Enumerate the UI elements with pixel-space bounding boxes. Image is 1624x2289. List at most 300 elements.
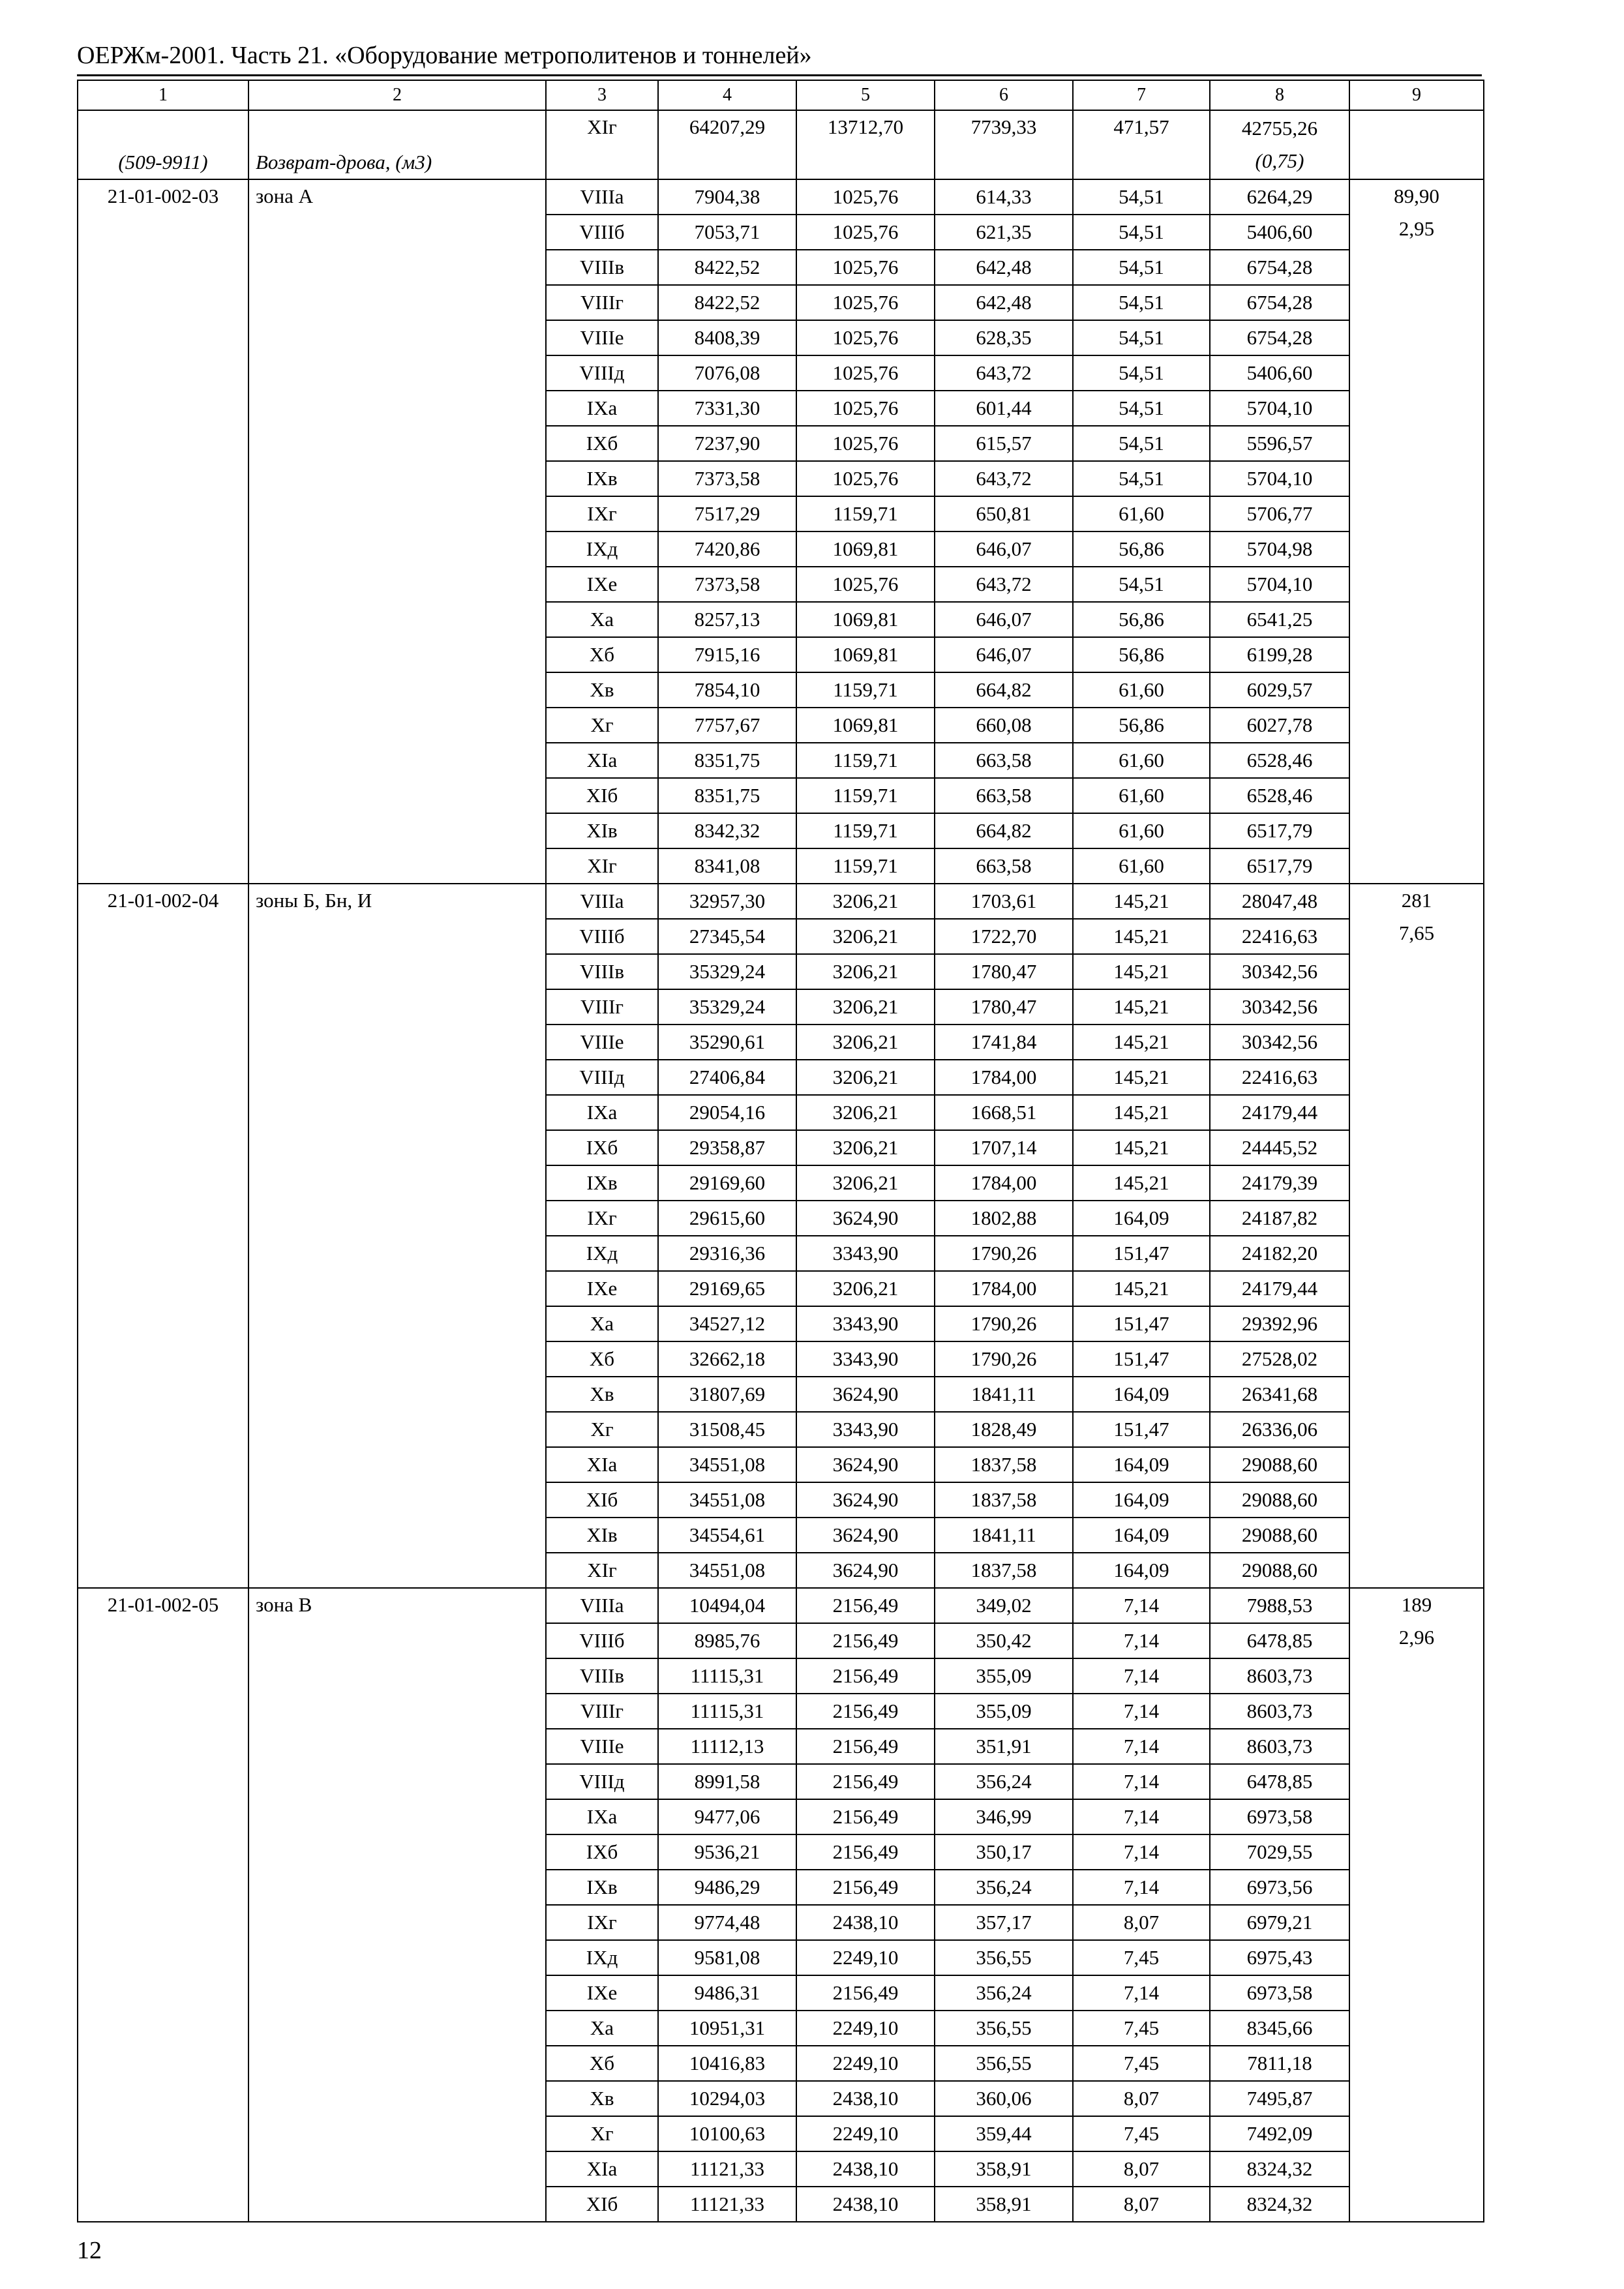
col5-cell: 3206,21 [796,884,935,919]
col5-cell: 2156,49 [796,1623,935,1658]
col8-cell: 27528,02 [1210,1341,1349,1377]
resource-col6: 7739,33 [935,110,1073,179]
col8-cell: 24187,82 [1210,1201,1349,1236]
col6-cell: 350,42 [935,1623,1073,1658]
column-number: 3 [546,80,658,110]
col7-cell: 145,21 [1073,1025,1210,1060]
col7-cell: 54,51 [1073,461,1210,496]
col5-cell: 1159,71 [796,778,935,813]
zone-cell: VIIIе [546,320,658,355]
col5-cell: 2249,10 [796,2011,935,2046]
col4-cell: 8422,52 [658,250,796,285]
col5-cell: 1069,81 [796,708,935,743]
col5-cell: 1069,81 [796,637,935,672]
col4-cell: 7076,08 [658,355,796,391]
col4-cell: 7053,71 [658,215,796,250]
col9-top-value: 281 [1401,889,1432,912]
col4-cell: 29169,65 [658,1271,796,1306]
col6-cell: 1668,51 [935,1095,1073,1130]
col5-cell: 2249,10 [796,2046,935,2081]
col6-cell: 351,91 [935,1729,1073,1764]
col8-cell: 6528,46 [1210,778,1349,813]
col4-cell: 11121,33 [658,2187,796,2222]
col7-cell: 151,47 [1073,1341,1210,1377]
col8-cell: 29088,60 [1210,1518,1349,1553]
col7-cell: 7,45 [1073,2046,1210,2081]
col7-cell: 145,21 [1073,1130,1210,1165]
col7-cell: 61,60 [1073,848,1210,884]
col4-cell: 7904,38 [658,179,796,215]
col6-cell: 615,57 [935,426,1073,461]
col4-cell: 11121,33 [658,2151,796,2187]
resource-row [78,110,1484,179]
zone-cell: IXе [546,567,658,602]
col5-cell: 2438,10 [796,2187,935,2222]
zone-cell: VIIIд [546,1060,658,1095]
zone-cell: XIа [546,1447,658,1482]
col5-cell: 3206,21 [796,919,935,954]
zone-cell: IXб [546,1834,658,1870]
zone-cell: Xг [546,1412,658,1447]
col5-cell: 2156,49 [796,1834,935,1870]
col8-cell: 6517,79 [1210,813,1349,848]
zone-cell: IXв [546,461,658,496]
col6-cell: 628,35 [935,320,1073,355]
col4-cell: 8985,76 [658,1623,796,1658]
col6-cell: 1841,11 [935,1518,1073,1553]
col4-cell: 8341,08 [658,848,796,884]
zone-cell: VIIIг [546,1694,658,1729]
zone-cell: XIв [546,1518,658,1553]
item-code: 21-01-002-04 [78,884,248,1588]
zone-cell: IXд [546,531,658,567]
zone-cell: Xа [546,1306,658,1341]
col6-cell: 1707,14 [935,1130,1073,1165]
col4-cell: 10294,03 [658,2081,796,2116]
zone-cell: XIб [546,1482,658,1518]
col6-cell: 356,24 [935,1870,1073,1905]
col7-cell: 145,21 [1073,1271,1210,1306]
col8-cell: 6973,58 [1210,1799,1349,1834]
col7-cell: 61,60 [1073,672,1210,708]
col4-cell: 32957,30 [658,884,796,919]
col4-cell: 8991,58 [658,1764,796,1799]
zone-cell: Xг [546,2116,658,2151]
col6-cell: 1828,49 [935,1412,1073,1447]
col4-cell: 10100,63 [658,2116,796,2151]
zone-cell: IXг [546,496,658,531]
col5-cell: 3206,21 [796,1165,935,1201]
col5-cell: 3206,21 [796,1025,935,1060]
col6-cell: 346,99 [935,1799,1073,1834]
zone-cell: VIIIв [546,954,658,989]
col6-cell: 1790,26 [935,1341,1073,1377]
col5-cell: 2438,10 [796,2081,935,2116]
col9-cell [1349,179,1484,884]
col8-cell: 22416,63 [1210,1060,1349,1095]
col7-cell: 54,51 [1073,215,1210,250]
col5-cell: 1159,71 [796,496,935,531]
col5-cell: 2156,49 [796,1658,935,1694]
zone-cell: IXд [546,1940,658,1975]
col6-cell: 1741,84 [935,1025,1073,1060]
zone-cell: IXа [546,1799,658,1834]
col6-cell: 355,09 [935,1658,1073,1694]
col4-cell: 8422,52 [658,285,796,320]
col7-cell: 164,09 [1073,1482,1210,1518]
col7-cell: 145,21 [1073,954,1210,989]
col6-cell: 357,17 [935,1905,1073,1940]
resource-col4: 64207,29 [658,110,796,179]
col8-cell: 5596,57 [1210,426,1349,461]
col7-cell: 56,86 [1073,637,1210,672]
col6-cell: 349,02 [935,1588,1073,1623]
col7-cell: 7,14 [1073,1588,1210,1623]
document-header: ОЕРЖм-2001. Часть 21. «Оборудование метрополитенов и тоннелей» [77,42,812,69]
col4-cell: 9477,06 [658,1799,796,1834]
col6-cell: 1802,88 [935,1201,1073,1236]
col7-cell: 61,60 [1073,496,1210,531]
col7-cell: 151,47 [1073,1306,1210,1341]
zone-cell: XIа [546,2151,658,2187]
col5-cell: 3624,90 [796,1482,935,1518]
col7-cell: 54,51 [1073,426,1210,461]
zone-cell: Xв [546,1377,658,1412]
col4-cell: 9581,08 [658,1940,796,1975]
col6-cell: 1837,58 [935,1553,1073,1588]
col4-cell: 34551,08 [658,1553,796,1588]
col7-cell: 145,21 [1073,919,1210,954]
col6-cell: 1784,00 [935,1271,1073,1306]
col7-cell: 61,60 [1073,813,1210,848]
col7-cell: 54,51 [1073,250,1210,285]
column-number: 1 [78,80,248,110]
col6-cell: 660,08 [935,708,1073,743]
col7-cell: 164,09 [1073,1518,1210,1553]
col8-cell: 6528,46 [1210,743,1349,778]
col5-cell: 3206,21 [796,989,935,1025]
col7-cell: 8,07 [1073,2081,1210,2116]
zone-cell: XIб [546,2187,658,2222]
col4-cell: 11115,31 [658,1658,796,1694]
item-code: 21-01-002-05 [78,1588,248,2222]
col8-cell: 6973,56 [1210,1870,1349,1905]
col7-cell: 7,45 [1073,1940,1210,1975]
col8-cell: 6754,28 [1210,320,1349,355]
table-row [78,884,1484,919]
col6-cell: 621,35 [935,215,1073,250]
price-table [77,80,1484,2222]
col7-cell: 61,60 [1073,778,1210,813]
col8-cell: 6975,43 [1210,1940,1349,1975]
col6-cell: 350,17 [935,1834,1073,1870]
col7-cell: 145,21 [1073,1165,1210,1201]
col8-cell: 28047,48 [1210,884,1349,919]
zone-cell: VIIIа [546,179,658,215]
col7-cell: 7,14 [1073,1729,1210,1764]
zone-cell: VIIIб [546,1623,658,1658]
col4-cell: 9486,29 [658,1870,796,1905]
col5-cell: 3624,90 [796,1201,935,1236]
col5-cell: 2156,49 [796,1799,935,1834]
col4-cell: 29615,60 [658,1201,796,1236]
col8-cell: 30342,56 [1210,1025,1349,1060]
col7-cell: 164,09 [1073,1377,1210,1412]
resource-col9 [1349,110,1484,179]
zone-cell: Xв [546,672,658,708]
col4-cell: 8351,75 [658,778,796,813]
col5-cell: 2438,10 [796,1905,935,1940]
col8-cell: 8603,73 [1210,1694,1349,1729]
col4-cell: 10951,31 [658,2011,796,2046]
col8-cell: 7811,18 [1210,2046,1349,2081]
col6-cell: 646,07 [935,531,1073,567]
col7-cell: 7,14 [1073,1834,1210,1870]
col9-cell [1349,884,1484,1588]
col8-cell: 6478,85 [1210,1764,1349,1799]
col5-cell: 2438,10 [796,2151,935,2187]
zone-cell: VIIIв [546,1658,658,1694]
col5-cell: 1025,76 [796,250,935,285]
col8-cell: 29088,60 [1210,1553,1349,1588]
col8-cell: 24182,20 [1210,1236,1349,1271]
col7-cell: 7,14 [1073,1764,1210,1799]
col5-cell: 3624,90 [796,1377,935,1412]
col6-cell: 356,24 [935,1975,1073,2011]
col5-cell: 1069,81 [796,531,935,567]
zone-cell: VIIIг [546,989,658,1025]
col4-cell: 9774,48 [658,1905,796,1940]
zone-cell: IXа [546,391,658,426]
col4-cell: 7854,10 [658,672,796,708]
zone-cell: IXе [546,1271,658,1306]
col9-bottom-value: 2,96 [1398,1626,1435,1649]
item-name: зоны Б, Бн, И [248,884,546,1588]
col7-cell: 145,21 [1073,884,1210,919]
col5-cell: 3206,21 [796,1060,935,1095]
col9-top-value: 189 [1401,1593,1432,1616]
col8-cell: 24179,44 [1210,1095,1349,1130]
col4-cell: 32662,18 [658,1341,796,1377]
resource-name: Возврат-дрова, (м3) [248,110,546,179]
col4-cell: 27345,54 [658,919,796,954]
col5-cell: 3206,21 [796,954,935,989]
col4-cell: 7915,16 [658,637,796,672]
zone-cell: VIIIд [546,355,658,391]
col5-cell: 3343,90 [796,1341,935,1377]
col6-cell: 356,24 [935,1764,1073,1799]
col4-cell: 35329,24 [658,954,796,989]
col6-cell: 601,44 [935,391,1073,426]
col8-cell: 5406,60 [1210,355,1349,391]
col4-cell: 27406,84 [658,1060,796,1095]
zone-cell: VIIIв [546,250,658,285]
col7-cell: 164,09 [1073,1447,1210,1482]
col4-cell: 8257,13 [658,602,796,637]
col6-cell: 663,58 [935,743,1073,778]
col7-cell: 145,21 [1073,989,1210,1025]
col7-cell: 151,47 [1073,1412,1210,1447]
col9-cell [1349,1588,1484,2222]
col7-cell: 7,45 [1073,2011,1210,2046]
resource-col8 [1210,110,1349,179]
col6-cell: 1790,26 [935,1236,1073,1271]
zone-cell: VIIIб [546,215,658,250]
col6-cell: 646,07 [935,637,1073,672]
col8-cell: 6027,78 [1210,708,1349,743]
col8-cell: 29392,96 [1210,1306,1349,1341]
col8-cell: 6973,58 [1210,1975,1349,2011]
col5-cell: 3206,21 [796,1095,935,1130]
zone-cell: Xб [546,1341,658,1377]
col5-cell: 1159,71 [796,743,935,778]
column-number: 6 [935,80,1073,110]
column-number: 9 [1349,80,1484,110]
col4-cell: 7517,29 [658,496,796,531]
zone-cell: IXв [546,1870,658,1905]
col7-cell: 7,14 [1073,1975,1210,2011]
col7-cell: 54,51 [1073,179,1210,215]
zone-cell: VIIIб [546,919,658,954]
table-body [78,80,1484,2222]
zone-cell: XIв [546,813,658,848]
col8-cell: 5706,77 [1210,496,1349,531]
col7-cell: 56,86 [1073,602,1210,637]
col5-cell: 2156,49 [796,1729,935,1764]
table-row [78,179,1484,215]
col6-cell: 356,55 [935,2011,1073,2046]
col7-cell: 54,51 [1073,320,1210,355]
col5-cell: 2156,49 [796,1764,935,1799]
col4-cell: 31508,45 [658,1412,796,1447]
col5-cell: 3206,21 [796,1130,935,1165]
col4-cell: 7373,58 [658,461,796,496]
col4-cell: 35290,61 [658,1025,796,1060]
col7-cell: 145,21 [1073,1060,1210,1095]
column-number: 4 [658,80,796,110]
col4-cell: 11115,31 [658,1694,796,1729]
col8-cell: 6478,85 [1210,1623,1349,1658]
column-number-row [78,80,1484,110]
column-number: 8 [1210,80,1349,110]
col9-bottom-value: 7,65 [1398,921,1435,944]
col5-cell: 1159,71 [796,848,935,884]
col6-cell: 664,82 [935,813,1073,848]
col7-cell: 164,09 [1073,1201,1210,1236]
col8-cell: 29088,60 [1210,1482,1349,1518]
resource-col8-value: 42755,26 [1241,117,1318,140]
col4-cell: 9536,21 [658,1834,796,1870]
col6-cell: 1780,47 [935,954,1073,989]
col6-cell: 650,81 [935,496,1073,531]
col9-bottom-value: 2,95 [1398,217,1435,240]
col6-cell: 356,55 [935,1940,1073,1975]
col4-cell: 8351,75 [658,743,796,778]
col6-cell: 1841,11 [935,1377,1073,1412]
zone-cell: IXе [546,1975,658,2011]
col6-cell: 1837,58 [935,1447,1073,1482]
col5-cell: 1025,76 [796,461,935,496]
column-number: 5 [796,80,935,110]
col5-cell: 3343,90 [796,1412,935,1447]
col7-cell: 56,86 [1073,531,1210,567]
col5-cell: 2156,49 [796,1588,935,1623]
col6-cell: 643,72 [935,461,1073,496]
col7-cell: 7,14 [1073,1694,1210,1729]
col5-cell: 3343,90 [796,1306,935,1341]
col7-cell: 8,07 [1073,2187,1210,2222]
zone-cell: IXд [546,1236,658,1271]
col6-cell: 664,82 [935,672,1073,708]
col7-cell: 164,09 [1073,1553,1210,1588]
col7-cell: 54,51 [1073,355,1210,391]
col7-cell: 145,21 [1073,1095,1210,1130]
col7-cell: 54,51 [1073,285,1210,320]
col8-cell: 24445,52 [1210,1130,1349,1165]
col8-cell: 29088,60 [1210,1447,1349,1482]
col4-cell: 34554,61 [658,1518,796,1553]
col6-cell: 1703,61 [935,884,1073,919]
col5-cell: 1025,76 [796,355,935,391]
col5-cell: 1069,81 [796,602,935,637]
col5-cell: 1025,76 [796,179,935,215]
col5-cell: 3206,21 [796,1271,935,1306]
col6-cell: 663,58 [935,848,1073,884]
table-row [78,1588,1484,1623]
col8-cell: 24179,44 [1210,1271,1349,1306]
zone-cell: Xа [546,2011,658,2046]
col8-cell: 5704,10 [1210,391,1349,426]
zone-cell: XIг [546,848,658,884]
col6-cell: 614,33 [935,179,1073,215]
col4-cell: 10494,04 [658,1588,796,1623]
col4-cell: 8342,32 [658,813,796,848]
zone-cell: XIг [546,1553,658,1588]
col6-cell: 1790,26 [935,1306,1073,1341]
col4-cell: 34551,08 [658,1447,796,1482]
col4-cell: 29316,36 [658,1236,796,1271]
col7-cell: 54,51 [1073,567,1210,602]
col6-cell: 358,91 [935,2187,1073,2222]
resource-code: (509-9911) [78,110,248,179]
col6-cell: 1784,00 [935,1060,1073,1095]
col4-cell: 10416,83 [658,2046,796,2081]
col5-cell: 1025,76 [796,320,935,355]
col4-cell: 31807,69 [658,1377,796,1412]
col5-cell: 3343,90 [796,1236,935,1271]
col5-cell: 1025,76 [796,285,935,320]
zone-cell: VIIIа [546,1588,658,1623]
col4-cell: 7331,30 [658,391,796,426]
col8-cell: 6517,79 [1210,848,1349,884]
col4-cell: 7237,90 [658,426,796,461]
col4-cell: 29169,60 [658,1165,796,1201]
col8-cell: 30342,56 [1210,989,1349,1025]
col7-cell: 56,86 [1073,708,1210,743]
item-code: 21-01-002-03 [78,179,248,884]
col8-cell: 6979,21 [1210,1905,1349,1940]
col4-cell: 35329,24 [658,989,796,1025]
col8-cell: 5704,98 [1210,531,1349,567]
zone-cell: Xг [546,708,658,743]
col7-cell: 7,14 [1073,1658,1210,1694]
col5-cell: 2249,10 [796,1940,935,1975]
col6-cell: 663,58 [935,778,1073,813]
col8-cell: 6264,29 [1210,179,1349,215]
col5-cell: 1025,76 [796,426,935,461]
col8-cell: 7492,09 [1210,2116,1349,2151]
zone-cell: XIа [546,743,658,778]
